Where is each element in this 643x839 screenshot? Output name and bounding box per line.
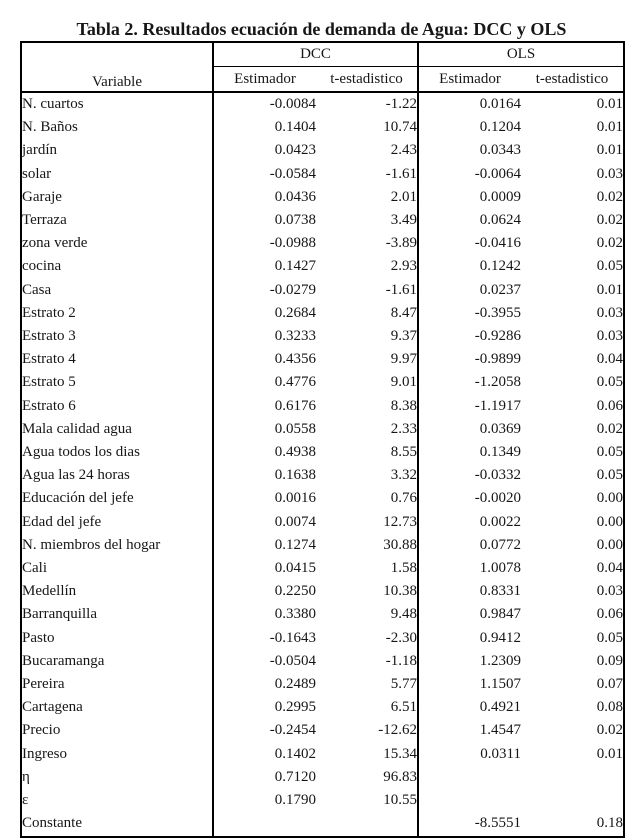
table-row [21, 279, 624, 302]
ols-estimador-cell: 0.0369 [418, 418, 521, 441]
table-row [21, 371, 624, 394]
ols-t-cell: 0.06 [596, 606, 623, 623]
dcc-t-cell: 9.37 [390, 328, 417, 345]
dcc-t-cell: 8.38 [390, 397, 417, 414]
dcc-estimador-cell: -0.0084 [213, 92, 316, 116]
ols-estimador-cell: 0.4921 [418, 696, 521, 719]
ols-estimador-cell: 0.8331 [418, 580, 521, 603]
dcc-estimador-cell [213, 812, 316, 836]
variable-cell: Garaje [22, 188, 62, 205]
ols-estimador-cell: 0.0772 [418, 534, 521, 557]
dcc-estimador-cell: 0.1427 [213, 255, 316, 278]
dcc-estimador-cell: 0.0016 [213, 487, 316, 510]
ols-t-cell: 0.02 [596, 235, 623, 252]
ols-t-cell: 0.03 [596, 583, 623, 600]
variable-cell: Cali [22, 560, 47, 577]
ols-t-cell: 0.04 [596, 351, 623, 368]
results-table [20, 41, 625, 838]
dcc-t-cell: 2.93 [390, 258, 417, 275]
variable-cell: N. cuartos [22, 96, 84, 112]
table-row [21, 302, 624, 325]
dcc-estimador-cell: 0.0423 [213, 139, 316, 162]
ols-estimador-cell: 1.0078 [418, 557, 521, 580]
table-row [21, 650, 624, 673]
variable-cell: Barranquilla [22, 606, 97, 623]
dcc-estimador-cell: 0.2489 [213, 673, 316, 696]
table-row [21, 232, 624, 255]
ols-estimador-cell: -8.5551 [418, 812, 521, 836]
dcc-estimador-header: Estimador [213, 67, 316, 93]
ols-estimador-cell: -0.0064 [418, 163, 521, 186]
dcc-t-cell: 6.51 [390, 699, 417, 716]
ols-t-cell: 0.09 [596, 652, 623, 669]
dcc-t-cell: 2.33 [390, 420, 417, 437]
dcc-estimador-cell: 0.0738 [213, 209, 316, 232]
dcc-estimador-cell: 0.6176 [213, 395, 316, 418]
variable-cell: Estrato 4 [22, 351, 76, 368]
ols-t-cell: 0.00 [596, 490, 623, 507]
dcc-estimador-cell: 0.2995 [213, 696, 316, 719]
table-row [21, 557, 624, 580]
dcc-t-cell: -1.61 [385, 165, 417, 182]
dcc-t-cell [316, 812, 418, 836]
dcc-t-cell: 30.88 [383, 536, 417, 553]
dcc-t-cell: 5.77 [390, 676, 417, 693]
ols-estimador-cell: 0.0022 [418, 511, 521, 534]
dcc-t-cell: 9.01 [390, 374, 417, 391]
variable-cell: Cartagena [22, 699, 83, 716]
dcc-t-cell: 2.01 [390, 188, 417, 205]
table-row [21, 209, 624, 232]
ols-t-cell: 0.01 [596, 281, 623, 298]
dcc-t-cell: 9.48 [390, 606, 417, 623]
ols-t-cell: 0.07 [596, 676, 623, 693]
ols-t-cell: 0.06 [596, 397, 623, 414]
ols-estimador-cell: 1.4547 [418, 719, 521, 742]
ols-estimador-cell: 0.0164 [418, 92, 521, 116]
dcc-estimador-cell: -0.1643 [213, 627, 316, 650]
ols-t-cell: 0.01 [596, 119, 623, 136]
dcc-t-cell: 1.58 [390, 560, 417, 577]
ols-estimador-cell: 0.0237 [418, 279, 521, 302]
dcc-t-estadistico-header: t-estadistico [316, 67, 418, 93]
ols-estimador-cell: 0.1349 [418, 441, 521, 464]
variable-cell: solar [22, 165, 52, 182]
dcc-estimador-cell: 0.3233 [213, 325, 316, 348]
table-row [21, 719, 624, 742]
table-row [21, 418, 624, 441]
ols-estimador-cell: 0.9847 [418, 603, 521, 626]
variable-cell: ε [22, 792, 29, 809]
variable-cell: Terraza [22, 212, 67, 229]
ols-t-estadistico-header: t-estadistico [521, 67, 624, 93]
dcc-t-cell: 3.49 [390, 212, 417, 229]
ols-t-cell: 0.00 [596, 513, 623, 530]
ols-t-cell [521, 766, 624, 789]
variable-cell: η [22, 768, 30, 785]
dcc-t-cell: -1.61 [385, 281, 417, 298]
table-row [21, 673, 624, 696]
dcc-estimador-cell: -0.2454 [213, 719, 316, 742]
table-row [21, 603, 624, 626]
dcc-t-cell: 10.55 [383, 792, 417, 809]
ols-estimador-cell [418, 789, 521, 812]
dcc-estimador-cell: 0.0558 [213, 418, 316, 441]
dcc-estimador-cell: 0.3380 [213, 603, 316, 626]
dcc-estimador-cell: 0.4938 [213, 441, 316, 464]
variable-cell: jardín [22, 142, 57, 159]
ols-estimador-cell: 0.0343 [418, 139, 521, 162]
table-row [21, 348, 624, 371]
dcc-t-cell: 10.38 [383, 583, 417, 600]
ols-estimador-cell: 0.1242 [418, 255, 521, 278]
ols-t-cell: 0.01 [596, 96, 623, 112]
ols-t-cell: 0.08 [596, 699, 623, 716]
variable-cell: Pereira [22, 676, 65, 693]
table-body [21, 92, 624, 837]
variable-column-header: Variable [21, 42, 213, 92]
ols-estimador-cell: 0.0311 [418, 743, 521, 766]
variable-cell: Estrato 6 [22, 397, 76, 414]
ols-t-cell: 0.05 [596, 629, 623, 646]
dcc-estimador-cell: 0.1274 [213, 534, 316, 557]
dcc-estimador-cell: 0.4356 [213, 348, 316, 371]
dcc-estimador-cell: -0.0584 [213, 163, 316, 186]
variable-cell: Estrato 5 [22, 374, 76, 391]
dcc-estimador-cell: -0.0988 [213, 232, 316, 255]
table-row [21, 743, 624, 766]
ols-estimador-cell: -0.0416 [418, 232, 521, 255]
dcc-t-cell: 15.34 [383, 745, 417, 762]
ols-t-cell: 0.00 [596, 536, 623, 553]
table-row [21, 92, 624, 116]
ols-group-header: OLS [418, 42, 624, 67]
dcc-estimador-cell: 0.1790 [213, 789, 316, 812]
group-header-row [21, 42, 624, 67]
dcc-estimador-cell: 0.2250 [213, 580, 316, 603]
ols-t-cell: 0.01 [596, 745, 623, 762]
ols-estimador-cell: 0.0009 [418, 186, 521, 209]
dcc-estimador-cell: -0.0504 [213, 650, 316, 673]
dcc-t-cell: 8.47 [390, 304, 417, 321]
ols-t-cell: 0.02 [596, 212, 623, 229]
ols-estimador-cell: 0.9412 [418, 627, 521, 650]
dcc-t-cell: 0.76 [390, 490, 417, 507]
variable-cell: N. miembros del hogar [22, 536, 161, 553]
table-row [21, 511, 624, 534]
table-row [21, 696, 624, 719]
variable-cell: Casa [22, 281, 52, 298]
dcc-estimador-cell: 0.2684 [213, 302, 316, 325]
table-row [21, 395, 624, 418]
ols-t-cell: 0.03 [596, 328, 623, 345]
dcc-estimador-cell: 0.0074 [213, 511, 316, 534]
dcc-group-header: DCC [213, 42, 418, 67]
table-row [21, 627, 624, 650]
ols-t-cell: 0.05 [596, 467, 623, 484]
dcc-t-cell: 9.97 [390, 351, 417, 368]
variable-cell: Constante [22, 815, 82, 832]
table-row [21, 812, 624, 836]
dcc-estimador-cell: 0.0415 [213, 557, 316, 580]
ols-t-cell: 0.01 [596, 142, 623, 159]
ols-estimador-cell: 1.2309 [418, 650, 521, 673]
table-row [21, 789, 624, 812]
dcc-t-cell: -12.62 [378, 722, 417, 739]
ols-estimador-cell: -1.2058 [418, 371, 521, 394]
variable-cell: cocina [22, 258, 62, 275]
ols-estimador-cell: -1.1917 [418, 395, 521, 418]
table-title: Tabla 2. Resultados ecuación de demanda de Agua: DCC y OLS [76, 19, 567, 39]
ols-t-cell: 0.02 [596, 722, 623, 739]
variable-cell: N. Baños [22, 119, 78, 136]
variable-cell: zona verde [22, 235, 88, 252]
table-row [21, 464, 624, 487]
table-row [21, 534, 624, 557]
dcc-estimador-cell: 0.7120 [213, 766, 316, 789]
dcc-t-cell: -1.22 [385, 96, 417, 112]
table-row [21, 163, 624, 186]
variable-cell: Pasto [22, 629, 55, 646]
ols-estimador-cell: 1.1507 [418, 673, 521, 696]
table-row [21, 580, 624, 603]
ols-estimador-cell: -0.3955 [418, 302, 521, 325]
table-row [21, 766, 624, 789]
ols-estimador-cell: -0.0332 [418, 464, 521, 487]
ols-t-cell: 0.05 [596, 444, 623, 461]
ols-t-cell: 0.03 [596, 304, 623, 321]
dcc-estimador-cell: 0.1404 [213, 116, 316, 139]
dcc-estimador-cell: 0.1402 [213, 743, 316, 766]
table-row [21, 139, 624, 162]
variable-cell: Precio [22, 722, 61, 739]
variable-cell: Agua todos los dias [22, 444, 140, 461]
variable-cell: Educación del jefe [22, 490, 134, 507]
dcc-estimador-cell: -0.0279 [213, 279, 316, 302]
ols-t-cell: 0.03 [596, 165, 623, 182]
dcc-t-cell: 10.74 [383, 119, 417, 136]
table-row [21, 487, 624, 510]
variable-cell: Agua las 24 horas [22, 467, 130, 484]
dcc-estimador-cell: 0.0436 [213, 186, 316, 209]
dcc-estimador-cell: 0.4776 [213, 371, 316, 394]
ols-estimador-cell: 0.1204 [418, 116, 521, 139]
ols-estimador-header: Estimador [418, 67, 521, 93]
variable-cell: Estrato 3 [22, 328, 76, 345]
ols-t-cell: 0.18 [596, 815, 623, 832]
variable-cell: Medellín [22, 583, 77, 600]
table-row [21, 186, 624, 209]
ols-estimador-cell: 0.0624 [418, 209, 521, 232]
dcc-estimador-cell: 0.1638 [213, 464, 316, 487]
ols-t-cell: 0.02 [596, 420, 623, 437]
variable-cell: Edad del jefe [22, 513, 102, 530]
table-row [21, 116, 624, 139]
ols-estimador-cell: -0.9899 [418, 348, 521, 371]
dcc-t-cell: -1.18 [385, 652, 417, 669]
dcc-t-cell: 8.55 [390, 444, 417, 461]
variable-cell: Estrato 2 [22, 304, 76, 321]
table-row [21, 255, 624, 278]
dcc-t-cell: -3.89 [385, 235, 417, 252]
ols-estimador-cell [418, 766, 521, 789]
ols-estimador-cell: -0.0020 [418, 487, 521, 510]
ols-estimador-cell: -0.9286 [418, 325, 521, 348]
ols-t-cell: 0.02 [596, 188, 623, 205]
dcc-t-cell: -2.30 [385, 629, 417, 646]
variable-cell: Bucaramanga [22, 652, 105, 669]
variable-cell: Ingreso [22, 745, 67, 762]
dcc-t-cell: 12.73 [383, 513, 417, 530]
table-row [21, 325, 624, 348]
ols-t-cell: 0.05 [596, 374, 623, 391]
ols-t-cell: 0.04 [596, 560, 623, 577]
dcc-t-cell: 2.43 [390, 142, 417, 159]
table-row [21, 441, 624, 464]
variable-cell: Mala calidad agua [22, 420, 132, 437]
ols-t-cell [521, 789, 624, 812]
dcc-t-cell: 3.32 [390, 467, 417, 484]
table-header [21, 42, 624, 92]
dcc-t-cell: 96.83 [383, 768, 417, 785]
ols-t-cell: 0.05 [596, 258, 623, 275]
